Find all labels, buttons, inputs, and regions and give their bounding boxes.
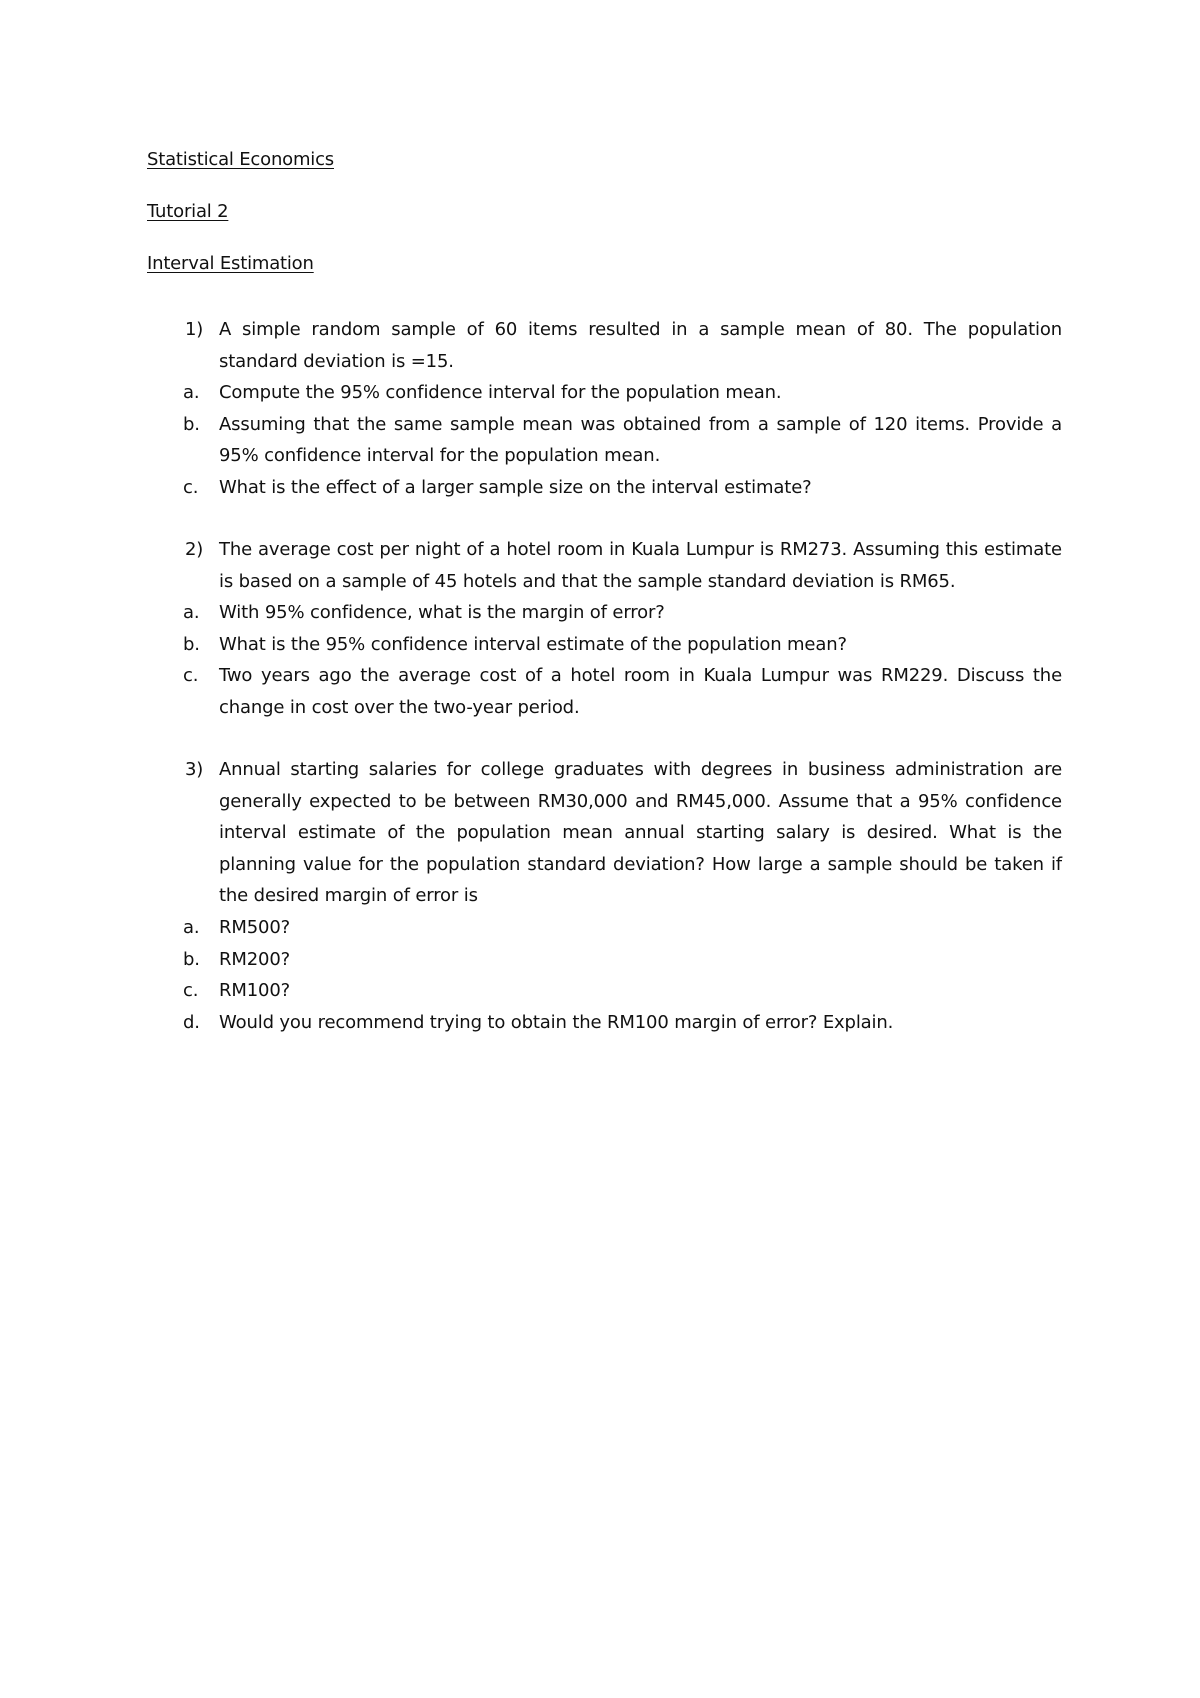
question-number: 1) (185, 319, 204, 340)
course-title: Statistical Economics (147, 149, 334, 170)
part-text: Two years ago the average cost of a hotel room in Kuala Lumpur was RM229. Discuss the change in cost over the two-year period. (219, 665, 1062, 718)
part-text: Would you recommend trying to obtain the RM100 margin of error? Explain. (219, 1011, 894, 1033)
question-part (147, 472, 1062, 504)
question-part (147, 944, 1062, 976)
question-text: The average cost per night of a hotel room in Kuala Lumpur is RM273. Assuming this estimate is based on a sample of 45 hotels and that the sample standard deviation is RM65. (219, 539, 1062, 592)
part-label: b. (183, 413, 200, 435)
question-part (147, 629, 1062, 661)
part-label: b. (183, 633, 200, 655)
part-text: Compute the 95% confidence interval for the population mean. (219, 382, 782, 404)
question-2 (147, 534, 1062, 724)
part-label: a. (183, 602, 200, 624)
question-part (147, 660, 1062, 723)
question-part (147, 377, 1062, 409)
question-number: 3) (185, 759, 204, 780)
question-part (147, 409, 1062, 472)
question-number: 2) (185, 539, 204, 560)
part-text: Assuming that the same sample mean was obtained from a sample of 120 items. Provide a 95% confidence interval for the population mean. (219, 413, 1062, 467)
part-label: a. (183, 916, 200, 938)
part-text: What is the effect of a larger sample size on the interval estimate? (219, 476, 812, 498)
question-text: Annual starting salaries for college graduates with degrees in business administration are generally expected to be between RM30,000 and RM45,000. Assume that a 95% confidence interval estimate of the population mean annual starting salary is desired. What is the planning value for the population standard deviation? How large a sample should be taken if the desired margin of error is (219, 759, 1062, 907)
part-text: RM100? (219, 980, 291, 1002)
question-part (147, 597, 1062, 629)
question-stem (147, 534, 1062, 597)
part-label: d. (183, 1011, 200, 1033)
question-part (147, 912, 1062, 944)
topic-title: Interval Estimation (147, 253, 314, 274)
question-text: A simple random sample of 60 items resulted in a sample mean of 80. The population standard deviation is =15. (219, 319, 1062, 372)
part-text: With 95% confidence, what is the margin of error? (219, 602, 665, 624)
tutorial-title: Tutorial 2 (147, 201, 229, 222)
question-1 (147, 314, 1062, 504)
question-part (147, 1007, 1062, 1039)
part-label: c. (183, 980, 199, 1002)
part-text: RM500? (219, 916, 291, 938)
question-stem (147, 754, 1062, 912)
question-stem (147, 314, 1062, 377)
part-label: a. (183, 382, 200, 404)
part-label: c. (183, 476, 199, 498)
part-text: What is the 95% confidence interval estimate of the population mean? (219, 633, 847, 655)
part-text: RM200? (219, 948, 291, 970)
question-part (147, 975, 1062, 1007)
part-label: c. (183, 665, 199, 687)
question-3 (147, 754, 1062, 1038)
part-label: b. (183, 948, 200, 970)
